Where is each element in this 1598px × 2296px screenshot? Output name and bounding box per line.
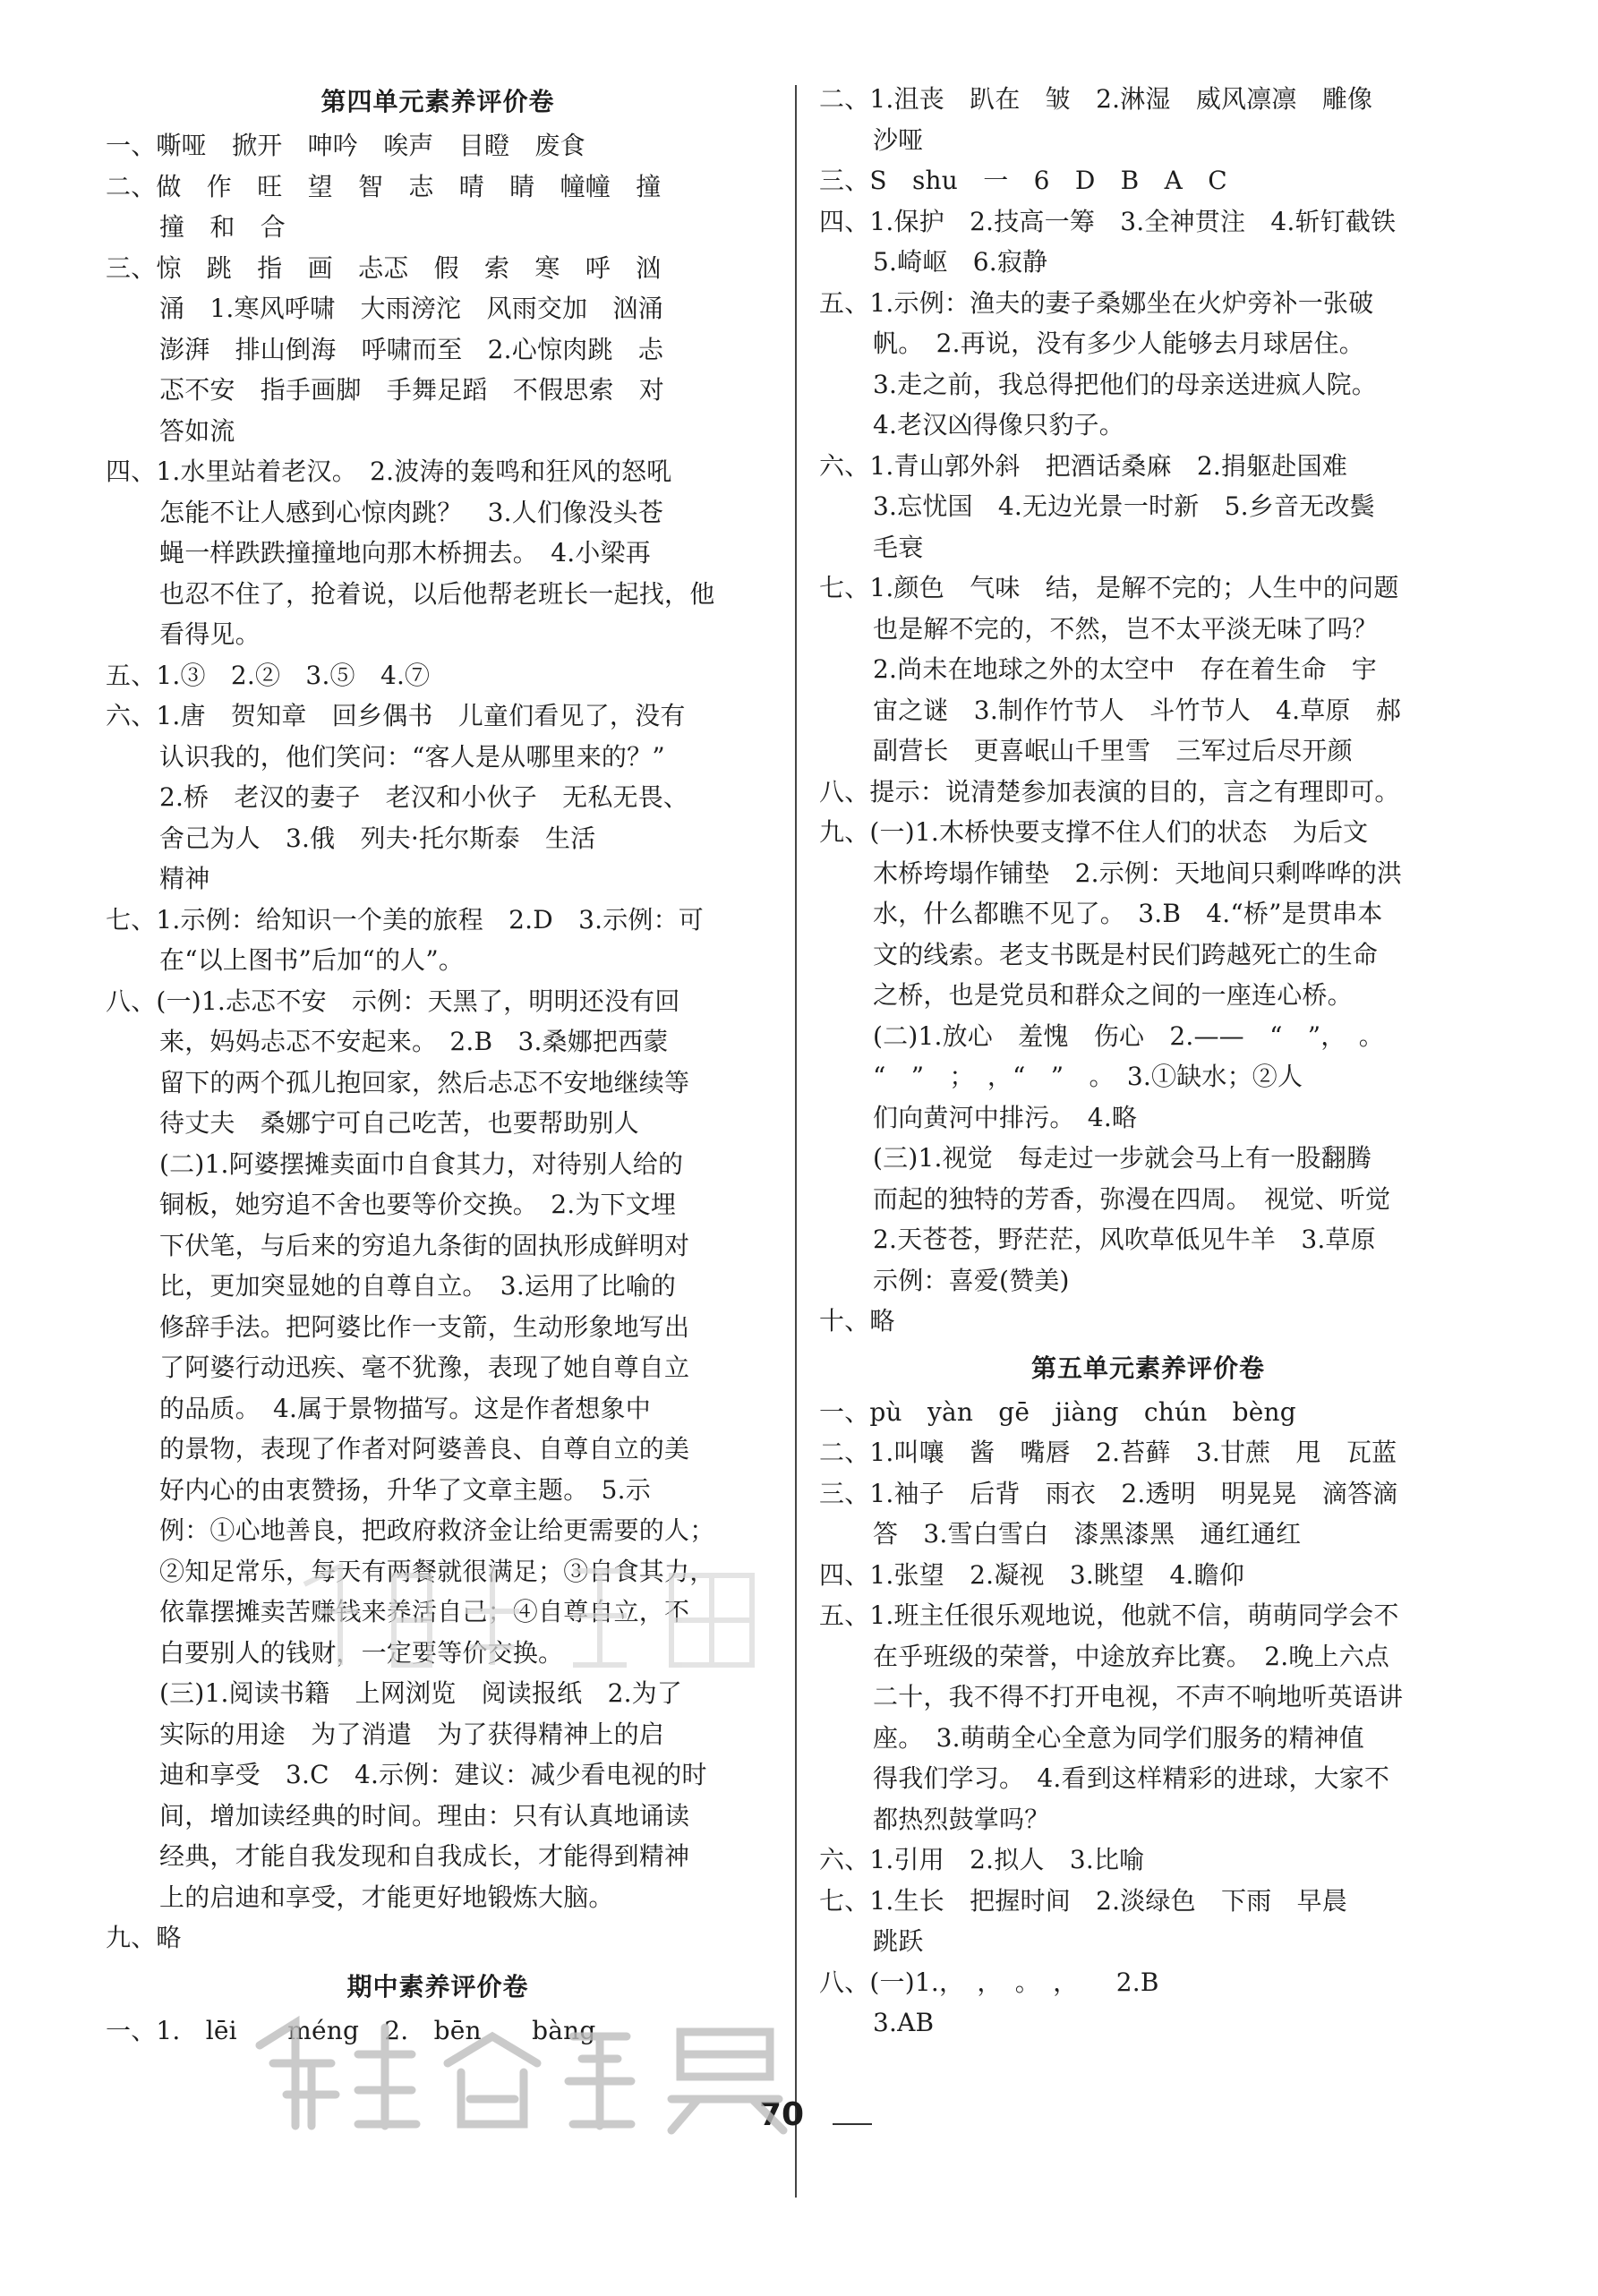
answer-line: 迪和享受 3.C 4.示例：建议：减少看电视的时 <box>159 1760 707 1789</box>
answer-line: 铜板，她穷追不舍也要等价交换。 2.为下文埋 <box>159 1190 677 1219</box>
midterm-title: 期中素养评价卷 <box>346 1971 529 2002</box>
answer-line: 4.老汉凶得像只豹子。 <box>873 410 1124 440</box>
answer-line: 四、1.保护 2.技高一筹 3.全神贯注 4.斩钉截铁 <box>819 206 1397 236</box>
answer-line: 二、1.叫嚷 酱 嘴唇 2.苔藓 3.甘蔗 甩 瓦蓝 <box>819 1438 1397 1467</box>
unit4-answers-continued <box>819 79 1477 1342</box>
answer-line: 帆。 2.再说，没有多少人能够去月球居住。 <box>873 329 1364 358</box>
answer-line: 比，更加突显她的自尊自立。 3.运用了比喻的 <box>159 1271 677 1301</box>
answer-line: 撞 和 合 <box>159 212 286 242</box>
answer-line: 怎能不让人感到心惊肉跳？ 3.人们像没头苍 <box>159 497 663 527</box>
answer-line: 经典，才能自我发现和自我成长，才能得到精神 <box>159 1841 690 1871</box>
page-number: 70 <box>759 2096 805 2133</box>
answer-line: 沙哑 <box>873 124 924 155</box>
answer-line: 答 3.雪白雪白 漆黑漆黑 通红通红 <box>873 1519 1302 1549</box>
answer-line: 好内心的由衷赞扬，升华了文章主题。 5.示 <box>159 1474 651 1505</box>
answer-line: 也忍不住了，抢着说，以后他帮老班长一起找，他 <box>159 578 715 609</box>
answer-line: 2.天苍苍，野茫茫，风吹草低见牛羊 3.草原 <box>873 1225 1376 1254</box>
answer-line: 2.桥 老汉的妻子 老汉和小伙子 无私无畏、 <box>159 782 689 812</box>
answer-line: 看得见。 <box>159 619 261 649</box>
answer-line: 在“以上图书”后加“的人”。 <box>159 945 465 975</box>
answer-line: 的品质。 4.属于景物描写。这是作者想象中 <box>159 1393 651 1423</box>
unit5-answers <box>819 1392 1477 2044</box>
answer-line: 一、1. lēi méng 2. bēn bàng <box>106 2015 596 2045</box>
answer-line: 六、1.引用 2.拟人 3.比喻 <box>819 1845 1145 1874</box>
answer-line: 例：①心地善良，把政府救济金让给更需要的人； <box>159 1515 715 1545</box>
answer-line: 修辞手法。把阿婆比作一支箭，生动形象地写出 <box>159 1311 690 1342</box>
answer-line: 在乎班级的荣誉，中途放弃比赛。 2.晚上六点 <box>873 1641 1390 1671</box>
answer-line: 三、惊 跳 指 画 忐忑 假 索 寒 呼 汹 <box>106 252 662 283</box>
answer-line: (二)1.阿婆摆摊卖面巾自食其力，对待别人给的 <box>159 1148 684 1179</box>
answer-line: (二)1.放心 羞愧 伤心 2.—— “ ”， 。 <box>873 1020 1384 1051</box>
unit5-title: 第五单元素养评价卷 <box>1030 1353 1265 1383</box>
answer-line: 实际的用途 为了消遣 为了获得精神上的启 <box>159 1719 665 1749</box>
answer-line: 下伏笔，与后来的穷追九条街的固执形成鲜明对 <box>159 1230 690 1260</box>
answer-line: 八、提示：说清楚参加表演的目的，言之有理即可。 <box>819 776 1400 807</box>
answer-line: 也是解不完的，不然，岂不太平淡无味了吗？ <box>873 613 1379 644</box>
answer-line: 七、1.颜色 气味 结，是解不完的；人生中的问题 <box>819 573 1399 602</box>
unit4-answers <box>106 125 770 1959</box>
answer-line: 三、S shu 一 6 D B A C <box>819 166 1227 195</box>
answer-line: 六、1.青山郭外斜 把酒话桑麻 2.捐躯赴国难 <box>819 450 1348 481</box>
answer-line: 二、做 作 旺 望 智 志 晴 睛 幢幢 撞 <box>106 171 662 201</box>
answer-line: 十、略 <box>819 1306 895 1336</box>
watermark-logo-graphic <box>233 2010 842 2135</box>
answer-line: 座。 3.萌萌全心全意为同学们服务的精神值 <box>873 1722 1364 1753</box>
answer-line: 水，什么都瞧不见了。 3.B 4.“桥”是贯串本 <box>873 899 1383 928</box>
answer-line: 澎湃 排山倒海 呼啸而至 2.心惊肉跳 忐 <box>159 334 663 364</box>
answer-line: 九、略 <box>106 1923 182 1952</box>
answer-line: 蝇一样跌跌撞撞地向那木桥拥去。 4.小梁再 <box>159 538 651 568</box>
answer-line: 毛衰 <box>873 532 924 562</box>
answer-line: 了阿婆行动迅疾、毫不犹豫，表现了她自尊自立 <box>159 1353 690 1382</box>
answer-line: 示例：喜爱(赞美) <box>873 1265 1070 1295</box>
unit4-title: 第四单元素养评价卷 <box>320 87 555 116</box>
right-column <box>819 79 1477 2044</box>
answer-line: 舍己为人 3.俄 列夫·托尔斯泰 生活 <box>159 823 596 853</box>
answer-line: 九、(一)1.木桥快要支撑不住人们的状态 为后文 <box>819 817 1369 847</box>
answer-line: 认识我的，他们笑问：“客人是从哪里来的？” <box>159 741 665 772</box>
answer-line: 之桥，也是党员和群众之间的一座连心桥。 <box>873 980 1353 1010</box>
left-column <box>106 79 770 2051</box>
answer-line: 来，妈妈忐忑不安起来。 2.B 3.桑娜把西蒙 <box>159 1027 669 1056</box>
answer-line: 白要别人的钱财，一定要等价交换。 <box>159 1637 564 1668</box>
answer-line: 3.走之前，我总得把他们的母亲送进疯人院。 <box>873 369 1377 399</box>
answer-line: 跳跃 <box>873 1926 924 1956</box>
answer-line: 四、1.水里站着老汉。 2.波涛的轰鸣和狂风的怒吼 <box>106 457 672 486</box>
answer-line: 5.崎岖 6.寂静 <box>873 247 1048 277</box>
answer-line: 宙之谜 3.制作竹节人 斗竹节人 4.草原 郝 <box>873 695 1402 725</box>
answer-line: 二十，我不得不打开电视，不声不响地听英语讲 <box>873 1682 1404 1711</box>
answer-line: 五、1.班主任很乐观地说，他就不信，萌萌同学会不 <box>819 1600 1399 1630</box>
answer-line: 答如流 <box>159 415 235 446</box>
watermark-mid-graphic <box>286 1549 788 1683</box>
answer-line: 得我们学习。 4.看到这样精彩的进球，大家不 <box>873 1763 1390 1793</box>
answer-line: 留下的两个孤儿抱回家，然后忐忑不安地继续等 <box>159 1067 690 1097</box>
answer-line: 一、pù yàn gē jiàng chún bèng <box>819 1396 1296 1427</box>
answer-line: 的景物，表现了作者对阿婆善良、自尊自立的美 <box>159 1434 690 1464</box>
answer-line: 精神 <box>159 864 210 893</box>
answer-line: 四、1.张望 2.凝视 3.眺望 4.瞻仰 <box>819 1559 1245 1590</box>
answer-line: 木桥垮塌作铺垫 2.示例：天地间只剩哗哗的洪 <box>873 858 1403 888</box>
answer-line: 五、1.示例：渔夫的妻子桑娜坐在火炉旁补一张破 <box>819 287 1374 318</box>
answer-line: 文的线索。老支书既是村民们跨越死亡的生命 <box>873 939 1379 969</box>
answer-line: 八、(一)1.， ， 。 ， 2.B <box>819 1967 1159 1997</box>
answer-line: 上的启迪和享受，才能更好地锻炼大脑。 <box>159 1882 614 1912</box>
answer-line: 待丈夫 桑娜宁可自己吃苦，也要帮助别人 <box>159 1108 639 1138</box>
column-divider <box>795 85 797 2198</box>
answer-line: 3.AB <box>873 2008 935 2037</box>
answer-line: 们向黄河中排污。 4.略 <box>873 1102 1138 1132</box>
answer-line: 3.忘忧国 4.无边光景一时新 5.乡音无改鬓 <box>873 491 1375 521</box>
answer-line: 间，增加读经典的时间。理由：只有认真地诵读 <box>159 1800 690 1831</box>
answer-line: 三、1.袖子 后背 雨衣 2.透明 明晃晃 滴答滴 <box>819 1478 1398 1508</box>
answer-line: 五、1.③ 2.② 3.⑤ 4.⑦ <box>106 660 431 690</box>
answer-line: 六、1.唐 贺知章 回乡偶书 儿童们看见了，没有 <box>106 701 686 730</box>
answer-line: “ ” ； ，“ ” 。 3.①缺水；②人 <box>873 1062 1303 1091</box>
answer-line: 七、1.生长 把握时间 2.淡绿色 下雨 早晨 <box>819 1885 1348 1916</box>
answer-line: 2.尚未在地球之外的太空中 存在着生命 宇 <box>873 654 1377 684</box>
answer-line: 一、嘶哑 掀开 呻吟 唉声 目瞪 废食 <box>106 131 585 160</box>
answer-line: ②知足常乐，每天有两餐就很满足；③自食其力， <box>159 1556 715 1586</box>
answer-line: 八、(一)1.忐忑不安 示例：天黑了，明明还没有回 <box>106 986 680 1016</box>
answer-line: 忑不安 指手画脚 手舞足蹈 不假思索 对 <box>159 375 665 405</box>
answer-line: 依靠摆摊卖苦赚钱来养活自己；④自尊自立，不 <box>159 1597 690 1626</box>
answer-line: 都热烈鼓掌吗？ <box>873 1804 1050 1834</box>
answer-line: (三)1.阅读书籍 上网浏览 阅读报纸 2.为了 <box>159 1678 683 1708</box>
answer-line: 而起的独特的芳香，弥漫在四周。 视觉、听觉 <box>873 1183 1391 1214</box>
answer-line: 七、1.示例：给知识一个美的旅程 2.D 3.示例：可 <box>106 904 704 935</box>
answer-line: 涌 1.寒风呼啸 大雨滂沱 风雨交加 汹涌 <box>159 294 663 323</box>
answer-line: (三)1.视觉 每走过一步就会马上有一股翻腾 <box>873 1143 1372 1173</box>
answer-line: 副营长 更喜岷山千里雪 三军过后尽开颜 <box>873 736 1353 765</box>
answer-line: 二、1.沮丧 趴在 皱 2.淋湿 威风凛凛 雕像 <box>819 84 1373 114</box>
